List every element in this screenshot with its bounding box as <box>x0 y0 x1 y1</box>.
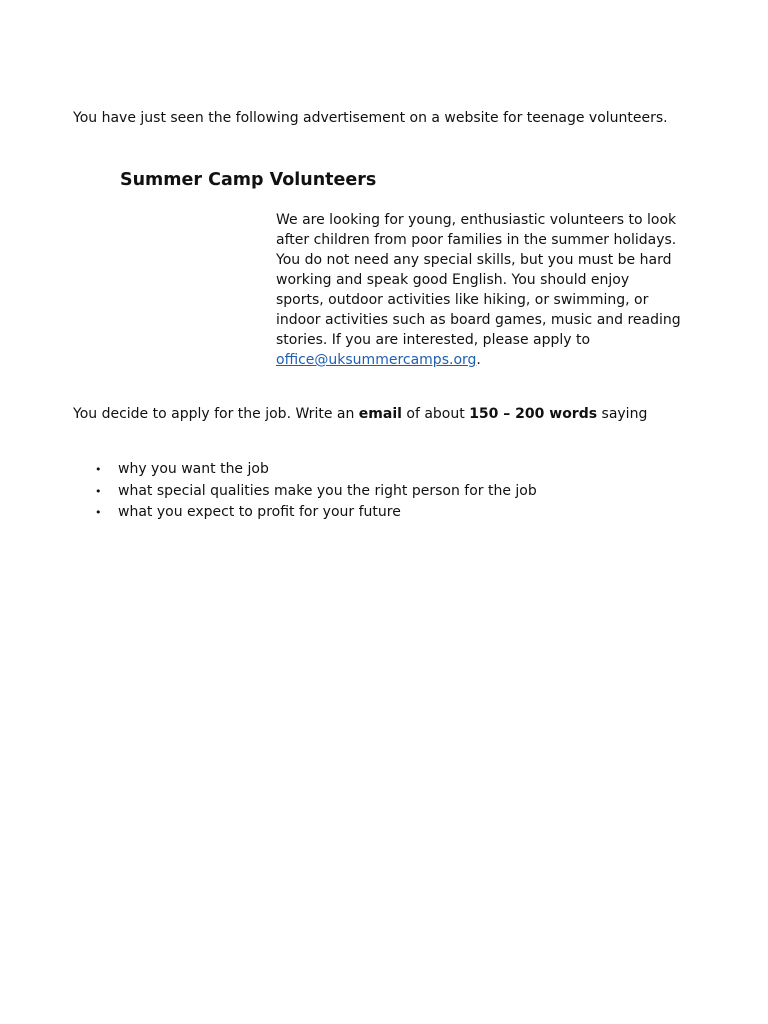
task-part-1: You decide to apply for the job. Write an <box>73 406 359 422</box>
advert-line: after children from poor families in the summer holidays. <box>276 232 677 248</box>
bullet-text: what you expect to profit for your future <box>118 504 401 520</box>
email-suffix: . <box>476 352 481 368</box>
bullet-icon: • <box>95 463 102 476</box>
advert-title: Summer Camp Volunteers <box>120 170 377 190</box>
email-link[interactable]: office@uksummercamps.org <box>276 352 477 368</box>
bullet-text: what special qualities make you the right person for the job <box>118 482 537 499</box>
task-part-3: saying <box>597 406 648 422</box>
intro-text: You have just seen the following advertisement on a website for teenage volunteers. <box>73 110 668 126</box>
advert-line: working and speak good English. You should enjoy <box>276 272 630 288</box>
advert-line: indoor activities such as board games, music and reading <box>276 312 681 328</box>
advert-email-line <box>276 350 666 370</box>
advert-line: You do not need any special skills, but you must be hard <box>276 252 672 268</box>
bullet-icon: • <box>95 506 102 519</box>
task-bold-word-count: 150 – 200 words <box>469 406 598 422</box>
task-bold-email: email <box>358 406 402 422</box>
advert-body <box>276 210 681 370</box>
advert-line: We are looking for young, enthusiastic volunteers to look <box>276 212 677 228</box>
task-instruction <box>73 404 647 424</box>
advert-line: stories. If you are interested, please apply to <box>276 332 591 348</box>
advert-line: sports, outdoor activities like hiking, or swimming, or <box>276 292 649 308</box>
bullet-icon: • <box>95 484 102 498</box>
bullet-text: why you want the job <box>118 461 269 477</box>
task-part-2: of about <box>401 406 470 422</box>
